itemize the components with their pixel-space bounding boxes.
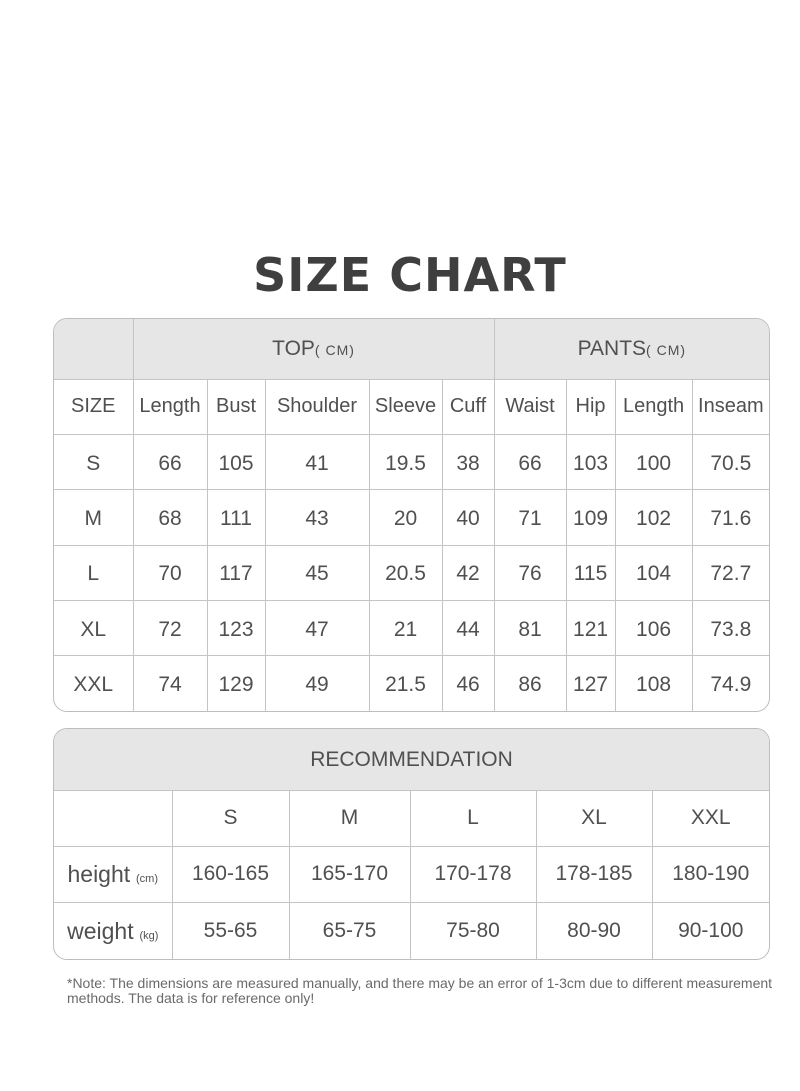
table-cell: 21 xyxy=(369,600,442,655)
column-header: Waist xyxy=(494,379,566,434)
recommendation-title: RECOMMENDATION xyxy=(54,729,769,791)
table-cell: 74.9 xyxy=(692,656,769,711)
table-cell: 73.8 xyxy=(692,600,769,655)
table-cell: 49 xyxy=(265,656,369,711)
column-header: Bust xyxy=(207,379,265,434)
table-cell: 81 xyxy=(494,600,566,655)
height-unit: (cm) xyxy=(136,872,158,885)
table-cell: 70 xyxy=(133,545,207,600)
table-cell: 160-165 xyxy=(172,846,289,902)
table-cell: 71 xyxy=(494,490,566,545)
table-cell: 38 xyxy=(442,435,494,490)
table-cell: 19.5 xyxy=(369,435,442,490)
column-header: XL xyxy=(536,791,652,846)
column-header: Length xyxy=(615,379,692,434)
table-cell: 42 xyxy=(442,545,494,600)
column-header: Cuff xyxy=(442,379,494,434)
top-group-label: TOP xyxy=(272,336,315,360)
table-cell: 75-80 xyxy=(410,903,536,959)
table-cell: 20 xyxy=(369,490,442,545)
table-cell: 46 xyxy=(442,656,494,711)
table-cell: 108 xyxy=(615,656,692,711)
table-cell: 47 xyxy=(265,600,369,655)
column-header: Shoulder xyxy=(265,379,369,434)
table-cell: 72.7 xyxy=(692,545,769,600)
top-group-header xyxy=(133,319,494,379)
table-cell: 109 xyxy=(566,490,615,545)
table-cell: 65-75 xyxy=(289,903,410,959)
height-row xyxy=(54,846,769,902)
table-cell: 123 xyxy=(207,600,265,655)
size-cell: M xyxy=(54,490,133,545)
weight-row xyxy=(54,903,769,959)
table-cell: 104 xyxy=(615,545,692,600)
table-cell: 80-90 xyxy=(536,903,652,959)
table-cell: 76 xyxy=(494,545,566,600)
column-header: SIZE xyxy=(54,379,133,434)
size-chart-table xyxy=(53,318,770,712)
table-cell: 44 xyxy=(442,600,494,655)
table-cell: 102 xyxy=(615,490,692,545)
table-cell: 111 xyxy=(207,490,265,545)
table-cell: 103 xyxy=(566,435,615,490)
table-cell: 41 xyxy=(265,435,369,490)
recommendation-table xyxy=(53,728,770,960)
column-header: Hip xyxy=(566,379,615,434)
pants-group-unit: ( CM) xyxy=(646,341,687,358)
table-cell: 70.5 xyxy=(692,435,769,490)
row-label-height xyxy=(54,846,172,902)
table-cell: 71.6 xyxy=(692,490,769,545)
table-cell: 86 xyxy=(494,656,566,711)
corner-cell xyxy=(54,791,172,846)
table-cell: 43 xyxy=(265,490,369,545)
page-title: SIZE CHART xyxy=(253,248,567,302)
pants-group-header xyxy=(494,319,769,379)
footnote: *Note: The dimensions are measured manually, and there may be an error of 1-3cm due to different measurement methods. The data is for reference only! xyxy=(67,975,773,1006)
table-row xyxy=(54,545,769,600)
table-cell: 121 xyxy=(566,600,615,655)
table-cell: 66 xyxy=(494,435,566,490)
table-cell: 40 xyxy=(442,490,494,545)
table-cell: 106 xyxy=(615,600,692,655)
size-cell: XXL xyxy=(54,656,133,711)
table-cell: 115 xyxy=(566,545,615,600)
table-cell: 180-190 xyxy=(652,846,769,902)
table-row xyxy=(54,490,769,545)
table-cell: 170-178 xyxy=(410,846,536,902)
column-header: Length xyxy=(133,379,207,434)
table-row xyxy=(54,600,769,655)
table-cell: 127 xyxy=(566,656,615,711)
table-cell: 20.5 xyxy=(369,545,442,600)
table-cell: 117 xyxy=(207,545,265,600)
table-row xyxy=(54,656,769,711)
column-header-row xyxy=(54,379,769,434)
size-cell: XL xyxy=(54,600,133,655)
table-row xyxy=(54,435,769,490)
weight-label: weight xyxy=(67,917,134,944)
table-cell: 45 xyxy=(265,545,369,600)
size-cell: L xyxy=(54,545,133,600)
column-header: Inseam xyxy=(692,379,769,434)
table-cell: 178-185 xyxy=(536,846,652,902)
column-header: S xyxy=(172,791,289,846)
table-cell: 68 xyxy=(133,490,207,545)
weight-unit: (kg) xyxy=(139,929,159,942)
table-cell: 72 xyxy=(133,600,207,655)
size-header-row xyxy=(54,791,769,846)
column-header: M xyxy=(289,791,410,846)
table-cell: 90-100 xyxy=(652,903,769,959)
table-cell: 165-170 xyxy=(289,846,410,902)
column-header: XXL xyxy=(652,791,769,846)
table-cell: 55-65 xyxy=(172,903,289,959)
table-cell: 66 xyxy=(133,435,207,490)
table-cell: 129 xyxy=(207,656,265,711)
table-cell: 100 xyxy=(615,435,692,490)
corner-cell xyxy=(54,319,133,379)
table-cell: 74 xyxy=(133,656,207,711)
table-cell: 105 xyxy=(207,435,265,490)
row-label-weight xyxy=(54,903,172,959)
pants-group-label: PANTS xyxy=(577,336,647,360)
table-cell: 21.5 xyxy=(369,656,442,711)
top-group-unit: ( CM) xyxy=(314,341,355,358)
column-header: L xyxy=(410,791,536,846)
size-cell: S xyxy=(54,435,133,490)
height-label: height xyxy=(67,860,131,887)
column-header: Sleeve xyxy=(369,379,442,434)
